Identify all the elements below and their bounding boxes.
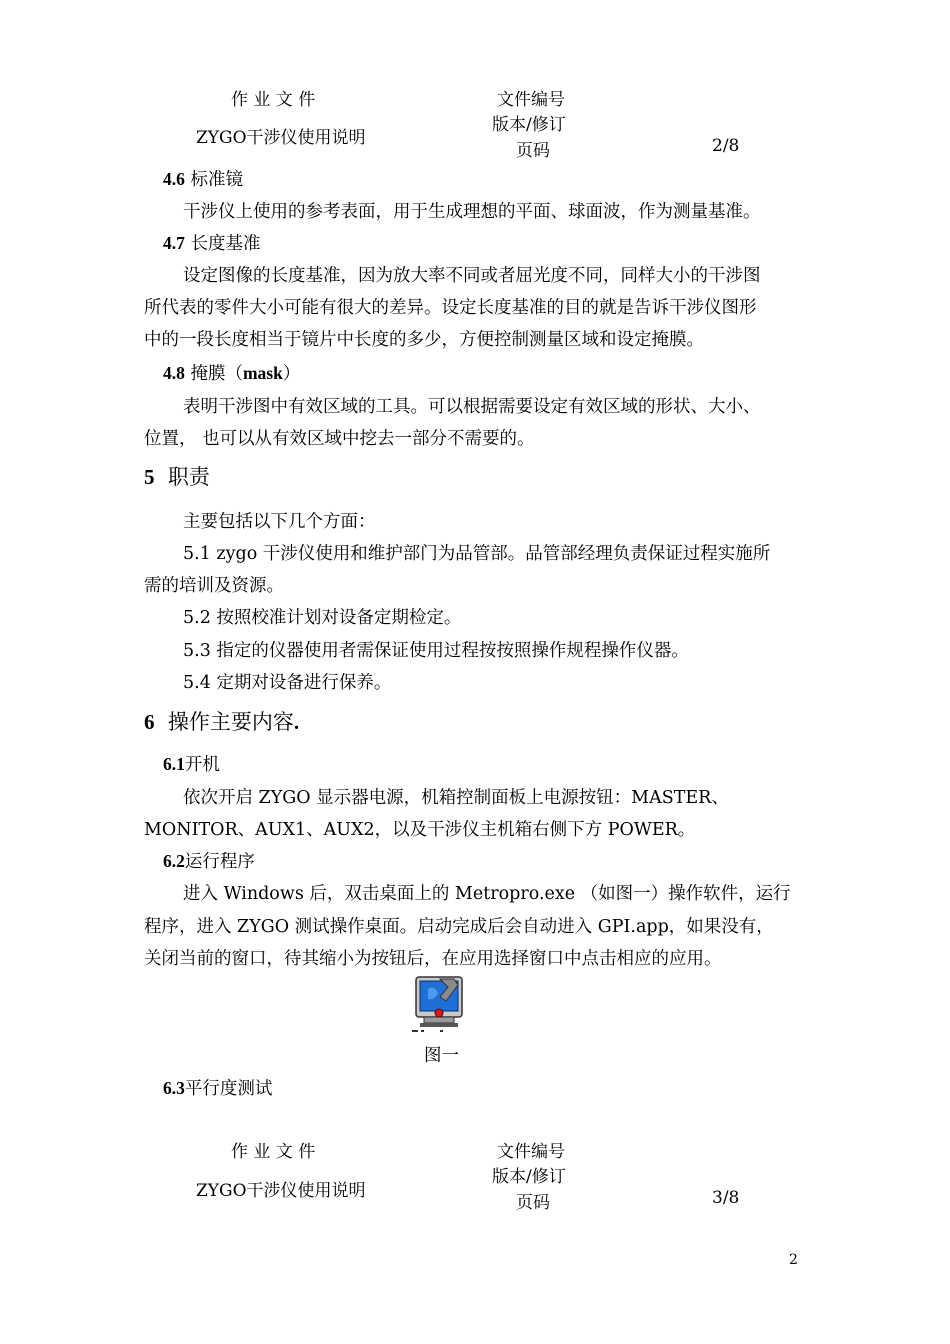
page-number: 2	[789, 1252, 798, 1268]
version-label: 版本/修订	[492, 1167, 566, 1187]
paragraph-line: MONITOR、AUX1、AUX2，以及干涉仪主机箱右侧下方 POWER。	[144, 820, 696, 840]
paragraph-line: 所代表的零件大小可能有很大的差异。设定长度基准的目的就是告诉干涉仪图形	[144, 298, 757, 318]
section-number: 4.8	[163, 363, 185, 383]
section-title-prefix: 掩膜（	[190, 364, 243, 384]
paragraph-line: 依次开启 ZYGO 显示器电源，机箱控制面板上电源按钮：MASTER、	[183, 788, 729, 808]
paragraph-line: 需的培训及资源。	[144, 576, 284, 596]
section-number: 4.7	[163, 233, 185, 253]
chapter-heading-5	[144, 461, 210, 491]
paragraph-line: 干涉仪上使用的参考表面，用于生成理想的平面、球面波，作为测量基准。	[183, 202, 761, 222]
chapter-title: 职责	[167, 465, 210, 489]
section-heading-6-1	[163, 751, 220, 776]
doc-no-label: 文件编号	[497, 90, 565, 110]
doc-title: ZYGO干涉仪使用说明	[196, 1181, 366, 1201]
paragraph-line: 5.3 指定的仪器使用者需保证使用过程按按照操作规程操作仪器。	[183, 641, 689, 661]
section-title-suffix: ）	[282, 364, 301, 384]
section-heading-4-7	[163, 230, 260, 255]
section-title: 标准镜	[190, 170, 243, 190]
section-title: 运行程序	[184, 852, 255, 872]
paragraph-line: 主要包括以下几个方面：	[183, 512, 376, 532]
version-label: 版本/修订	[492, 115, 566, 135]
paragraph-line: 中的一段长度相当于镜片中长度的多少，方便控制测量区域和设定掩膜。	[144, 330, 704, 350]
section-title: 平行度测试	[184, 1079, 273, 1099]
section-number: 4.6	[163, 169, 185, 189]
chapter-number: 5	[144, 465, 155, 489]
paragraph-line: 关闭当前的窗口，待其缩小为按钮后，在应用选择窗口中点击相应的应用。	[144, 949, 722, 969]
chapter-number: 6	[144, 710, 155, 734]
chapter-heading-6	[144, 706, 299, 736]
paragraph-line: 位置， 也可以从有效区域中挖去一部分不需要的。	[144, 429, 535, 449]
section-heading-4-8	[163, 360, 300, 385]
chapter-title-end: .	[293, 710, 300, 734]
page-label: 页码	[516, 141, 550, 161]
doc-title: ZYGO干涉仪使用说明	[196, 128, 366, 148]
page-label: 页码	[516, 1193, 550, 1213]
paragraph-line: 5.4 定期对设备进行保养。	[183, 673, 392, 693]
paragraph-line: 进入 Windows 后，双击桌面上的 Metropro.exe （如图一）操作软件，运行	[183, 884, 791, 904]
section-heading-4-6	[163, 166, 243, 191]
section-number: 6.3	[163, 1078, 185, 1098]
metropro-monitor-icon	[410, 975, 468, 1035]
section-title-bold: mask	[242, 363, 283, 383]
page-value: 2/8	[712, 136, 740, 156]
page-value: 3/8	[712, 1188, 740, 1208]
doc-no-label: 文件编号	[497, 1142, 565, 1162]
paragraph-line: 设定图像的长度基准，因为放大率不同或者屈光度不同，同样大小的干涉图	[183, 266, 761, 286]
section-number: 6.2	[163, 851, 185, 871]
section-heading-6-3	[163, 1075, 272, 1100]
paragraph-line: 程序，进入 ZYGO 测试操作桌面。启动完成后会自动进入 GPI.app，如果没有，	[144, 917, 774, 937]
section-number: 6.1	[163, 754, 185, 774]
section-title: 长度基准	[190, 234, 261, 254]
paragraph-line: 5.2 按照校准计划对设备定期检定。	[183, 608, 462, 628]
section-heading-6-2	[163, 848, 255, 873]
doc-type: 作 业 文 件	[231, 1142, 316, 1162]
section-title: 开机	[184, 755, 220, 775]
chapter-title: 操作主要内容	[167, 710, 294, 734]
paragraph-line: 5.1 zygo 干涉仪使用和维护部门为品管部。品管部经理负责保证过程实施所	[183, 544, 771, 564]
doc-type: 作 业 文 件	[231, 90, 316, 110]
figure-caption: 图一	[424, 1046, 459, 1066]
paragraph-line: 表明干涉图中有效区域的工具。可以根据需要设定有效区域的形状、大小、	[183, 397, 761, 417]
